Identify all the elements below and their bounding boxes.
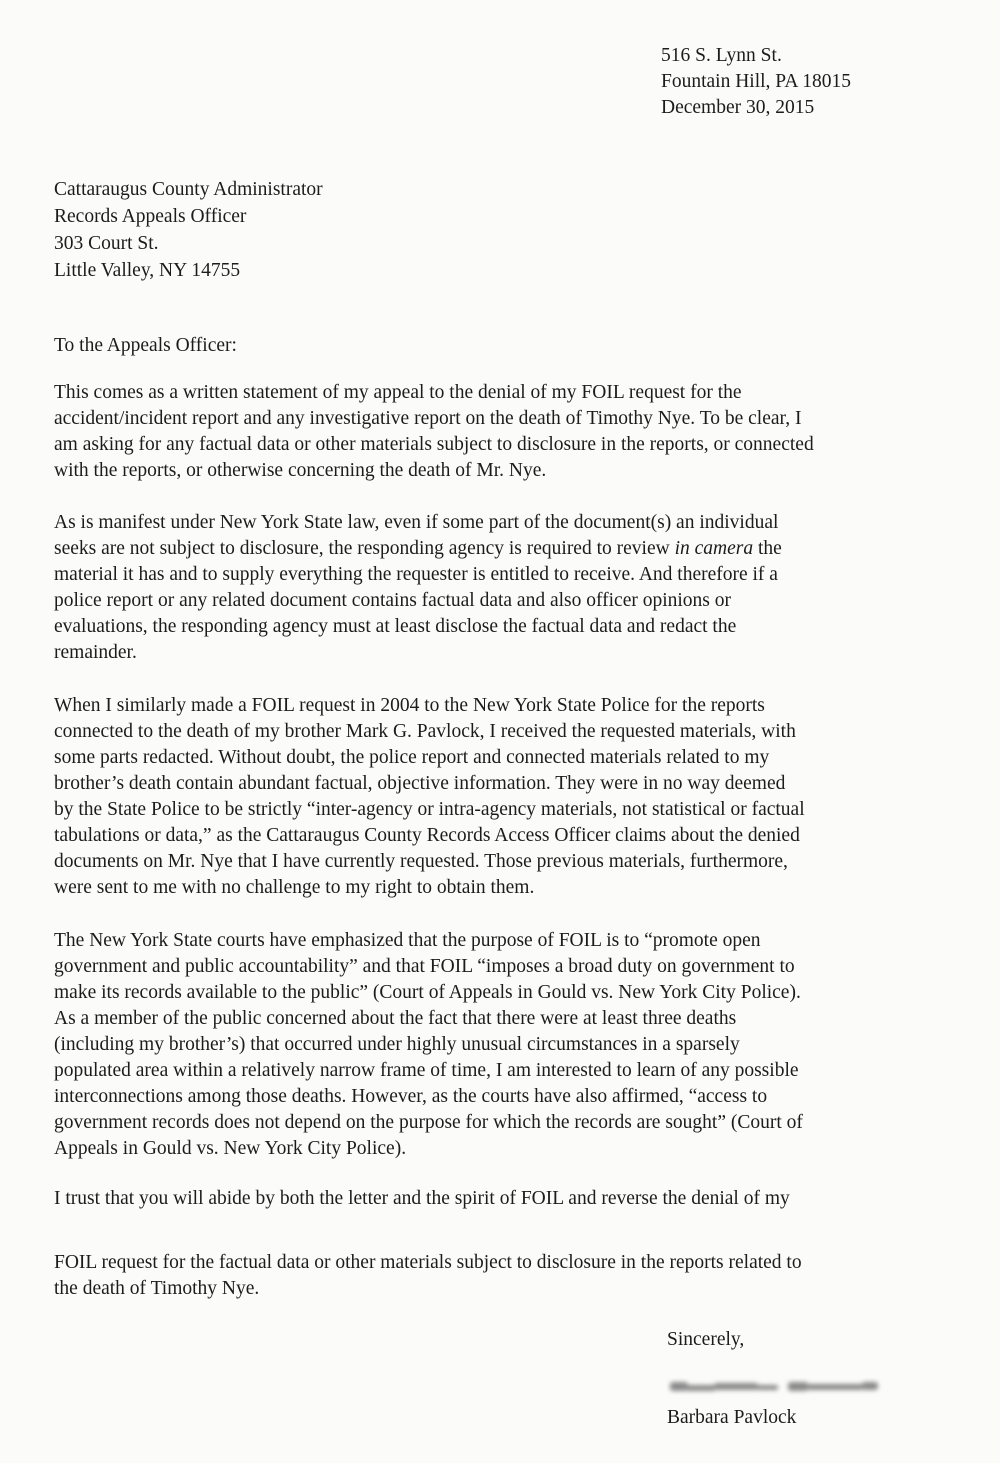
paragraph-3-line: documents on Mr. Nye that I have currently requested. Those previous materials, furthermore, (54, 851, 788, 872)
paragraph-4-line: government records does not depend on the purpose for which the records are sought” (Court of (54, 1112, 803, 1133)
paragraph-2-line: police report or any related document contains factual data and also officer opinions or (54, 590, 732, 611)
paragraph-2-text: the (753, 538, 782, 559)
paragraph-6-line: the death of Timothy Nye. (54, 1278, 260, 1299)
paragraph-4-line: government and public accountability” and that FOIL “imposes a broad duty on government to (54, 956, 795, 977)
paragraph-4-line: Appeals in Gould vs. New York City Police). (54, 1138, 407, 1159)
paragraph-2-line: material it has and to supply everything the requester is entitled to receive. And therefore if a (54, 564, 778, 585)
paragraph-6-line: FOIL request for the factual data or other materials subject to disclosure in the reports related to (54, 1252, 802, 1273)
recipient-line-1: Cattaraugus County Administrator (54, 179, 323, 200)
paragraph-3-line: tabulations or data,” as the Cattaraugus County Records Access Officer claims about the denied (54, 825, 800, 846)
sender-street: 516 S. Lynn St. (661, 45, 782, 66)
paragraph-2-line: evaluations, the responding agency must at least disclose the factual data and redact the (54, 616, 737, 637)
paragraph-1-line: with the reports, or otherwise concerning the death of Mr. Nye. (54, 460, 547, 481)
in-camera-italic: in camera (674, 538, 754, 559)
paragraph-4-line: (including my brother’s) that occurred under highly unusual circumstances in a sparsely (54, 1034, 740, 1055)
paragraph-3-line: connected to the death of my brother Mark G. Pavlock, I received the requested materials, with (54, 721, 796, 742)
paragraph-4-line: As a member of the public concerned about the fact that there were at least three deaths (54, 1008, 737, 1029)
sender-city-state-zip: Fountain Hill, PA 18015 (661, 71, 851, 92)
paragraph-2-text: seeks are not subject to disclosure, the responding agency is required to review (54, 538, 675, 559)
recipient-line-2: Records Appeals Officer (54, 206, 247, 227)
paragraph-4-line: make its records available to the public” (Court of Appeals in Gould vs. New York City Police). (54, 982, 801, 1003)
paragraph-4-line: The New York State courts have emphasized that the purpose of FOIL is to “promote open (54, 930, 761, 951)
paragraph-1-line: This comes as a written statement of my appeal to the denial of my FOIL request for the (54, 382, 742, 403)
letter-date: December 30, 2015 (661, 97, 815, 118)
paragraph-2-line: remainder. (54, 642, 137, 663)
paragraph-1-line: am asking for any factual data or other materials subject to disclosure in the reports, or connected (54, 434, 814, 455)
paragraph-4-line: interconnections among those deaths. However, as the courts have also affirmed, “access to (54, 1086, 768, 1107)
paragraph-2-line (54, 536, 782, 562)
paragraph-5: I trust that you will abide by both the letter and the spirit of FOIL and reverse the denial of my (54, 1188, 790, 1209)
signature-image (666, 1370, 888, 1400)
recipient-line-3: 303 Court St. (54, 233, 159, 254)
paragraph-2-line: As is manifest under New York State law, even if some part of the document(s) an individual (54, 512, 779, 533)
signer-name: Barbara Pavlock (667, 1407, 797, 1428)
salutation: To the Appeals Officer: (54, 335, 237, 356)
paragraph-3-line: When I similarly made a FOIL request in 2004 to the New York State Police for the reports (54, 695, 765, 716)
paragraph-3-line: by the State Police to be strictly “inter-agency or intra-agency materials, not statistical or factual (54, 799, 805, 820)
paragraph-4-line: populated area within a relatively narrow frame of time, I am interested to learn of any possible (54, 1060, 799, 1081)
paragraph-3-line: some parts redacted. Without doubt, the police report and connected materials related to my (54, 747, 770, 768)
paragraph-1-line: accident/incident report and any investigative report on the death of Timothy Nye. To be clear, I (54, 408, 802, 429)
paragraph-3-line: brother’s death contain abundant factual, objective information. They were in no way deemed (54, 773, 786, 794)
closing: Sincerely, (667, 1329, 745, 1350)
recipient-line-4: Little Valley, NY 14755 (54, 260, 241, 281)
paragraph-3-line: were sent to me with no challenge to my right to obtain them. (54, 877, 535, 898)
